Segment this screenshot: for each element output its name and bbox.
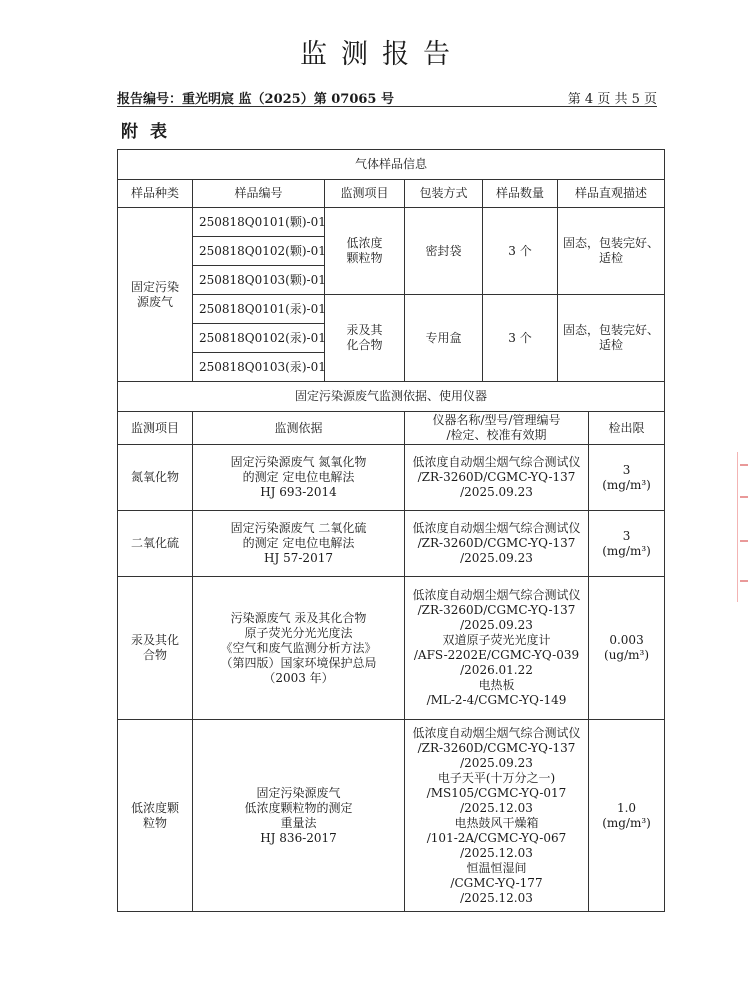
method-basis: 固定污染源废气 二氧化硫 的测定 定电位电解法 HJ 57-2017 [193, 511, 405, 577]
col-header-description: 样品直观描述 [558, 180, 665, 208]
sample-code: 250818Q0103(汞)-01 [193, 353, 325, 382]
methods-section-title: 固定污染源废气监测依据、使用仪器 [118, 382, 665, 412]
seal-mark [740, 496, 748, 498]
method-basis: 固定污染源废气 低浓度颗粒物的测定 重量法 HJ 836-2017 [193, 720, 405, 912]
sample-code: 250818Q0101(汞)-01 [193, 295, 325, 324]
sample-monitoring-item: 汞及其 化合物 [325, 295, 405, 382]
seal-edge-stamp [737, 452, 750, 602]
sample-code: 250818Q0102(汞)-01 [193, 324, 325, 353]
col-header-sample-category: 样品种类 [118, 180, 193, 208]
method-item: 汞及其化 合物 [118, 577, 193, 720]
col-header-monitoring-item: 监测项目 [325, 180, 405, 208]
col-header-monitoring-basis: 监测依据 [193, 412, 405, 445]
col-header-monitoring-item: 监测项目 [118, 412, 193, 445]
sample-code: 250818Q0103(颗)-01 [193, 266, 325, 295]
report-header [117, 88, 657, 107]
report-title: 监测报告 [300, 39, 464, 70]
seal-mark [740, 580, 748, 582]
method-instruments: 低浓度自动烟尘烟气综合测试仪 /ZR-3260D/CGMC-YQ-137 /2025.09.23 双道原子荧光光度计 /AFS-2202E/CGMC-YQ-039 /2026.01.22 电热板 /ML-2-4/CGMC-YQ-149 [405, 577, 589, 720]
sample-code: 250818Q0102(颗)-01 [193, 237, 325, 266]
method-instruments: 低浓度自动烟尘烟气综合测试仪 /ZR-3260D/CGMC-YQ-137 /2025.09.23 [405, 511, 589, 577]
method-instruments: 低浓度自动烟尘烟气综合测试仪 /ZR-3260D/CGMC-YQ-137 /2025.09.23 [405, 445, 589, 511]
appendix-heading: 附表 [121, 122, 179, 142]
method-item: 二氧化硫 [118, 511, 193, 577]
detection-limit: 1.0 (mg/m³) [589, 720, 665, 912]
sample-description: 固态，包装完好、 适检 [558, 295, 665, 382]
gas-samples-section-title: 气体样品信息 [118, 150, 665, 180]
col-header-detection-limit: 检出限 [589, 412, 665, 445]
page-number: 第 4 页 共 5 页 [567, 92, 657, 107]
method-item: 低浓度颗 粒物 [118, 720, 193, 912]
detection-limit: 0.003 (ug/m³) [589, 577, 665, 720]
seal-mark [740, 540, 748, 542]
col-header-sample-code: 样品编号 [193, 180, 325, 208]
header-divider [117, 106, 657, 107]
sample-monitoring-item: 低浓度 颗粒物 [325, 208, 405, 295]
col-header-instruments: 仪器名称/型号/管理编号 /检定、校准有效期 [405, 412, 589, 445]
method-basis: 固定污染源废气 氮氧化物 的测定 定电位电解法 HJ 693-2014 [193, 445, 405, 511]
sample-code: 250818Q0101(颗)-01 [193, 208, 325, 237]
method-item: 氮氧化物 [118, 445, 193, 511]
col-header-packaging: 包装方式 [405, 180, 483, 208]
seal-mark [740, 464, 748, 466]
sample-quantity: 3 个 [483, 208, 558, 295]
sample-description: 固态，包装完好、 适检 [558, 208, 665, 295]
col-header-quantity: 样品数量 [483, 180, 558, 208]
sample-quantity: 3 个 [483, 295, 558, 382]
report-number: 报告编号：重光明宸 监（2025）第 07065 号 [117, 92, 394, 107]
sample-packaging: 专用盒 [405, 295, 483, 382]
detection-limit: 3 (mg/m³) [589, 511, 665, 577]
method-instruments: 低浓度自动烟尘烟气综合测试仪 /ZR-3260D/CGMC-YQ-137 /2025.09.23 电子天平(十万分之一) /MS105/CGMC-YQ-017 /2025.12.03 电热鼓风干燥箱 /101-2A/CGMC-YQ-067 /2025.12.03 恒温恒湿间 /CGMC-YQ-177 /2025.12.03 [405, 720, 589, 912]
sample-category: 固定污染 源废气 [118, 208, 193, 382]
sample-packaging: 密封袋 [405, 208, 483, 295]
detection-limit: 3 (mg/m³) [589, 445, 665, 511]
method-basis: 污染源废气 汞及其化合物 原子荧光分光光度法 《空气和废气监测分析方法》 （第四版）国家环境保护总局 （2003 年） [193, 577, 405, 720]
appendix-table [117, 149, 665, 912]
